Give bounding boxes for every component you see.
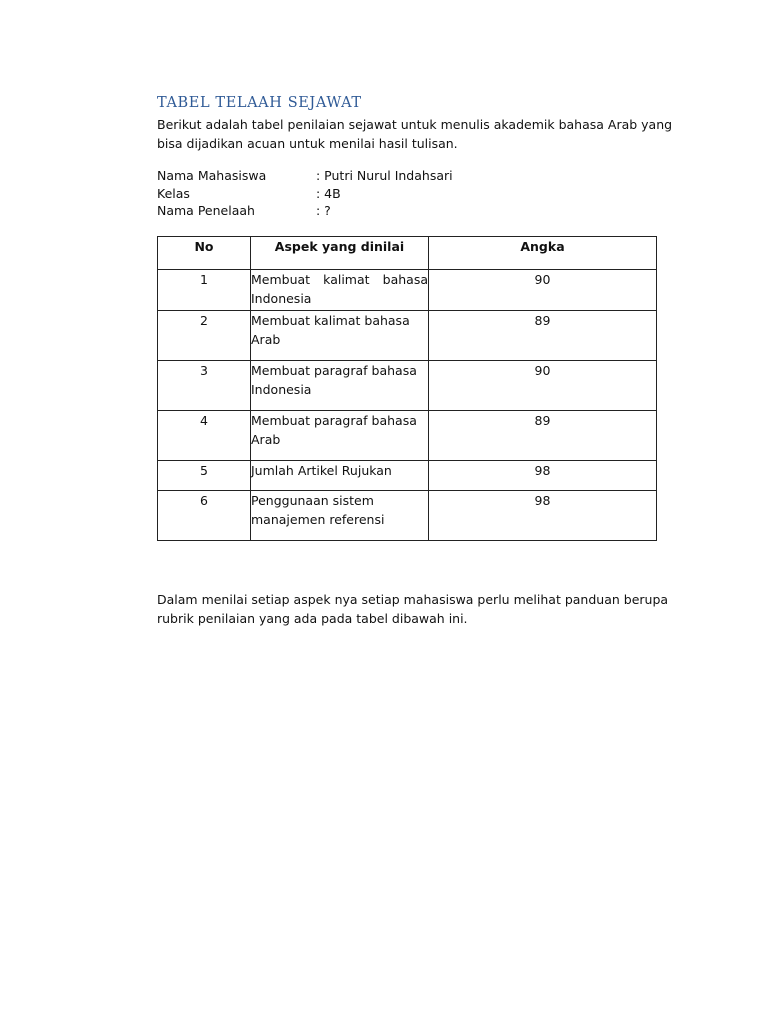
- field-value: : ?: [316, 203, 331, 218]
- cell-no: 4: [158, 411, 251, 461]
- table-row: [158, 461, 657, 491]
- cell-score: 98: [429, 491, 657, 541]
- cell-no: 3: [158, 361, 251, 411]
- cell-aspect: Membuat paragraf bahasa Indonesia: [251, 361, 429, 411]
- field-value: : 4B: [316, 186, 341, 201]
- cell-score: 89: [429, 411, 657, 461]
- header-aspect: Aspek yang dinilai: [251, 237, 429, 270]
- table-row: [158, 491, 657, 541]
- header-no: No: [158, 237, 251, 270]
- cell-score: 98: [429, 461, 657, 491]
- field-value: : Putri Nurul Indahsari: [316, 168, 453, 183]
- cell-aspect: Membuat paragraf bahasa Arab: [251, 411, 429, 461]
- intro-paragraph: Berikut adalah tabel penilaian sejawat untuk menulis akademik bahasa Arab yang bisa dijadikan acuan untuk menilai hasil tulisan.: [157, 117, 673, 151]
- header-score: Angka: [429, 237, 657, 270]
- table-row: [158, 361, 657, 411]
- cell-no: 5: [158, 461, 251, 491]
- field-label: Kelas: [157, 186, 190, 201]
- cell-aspect: Membuat kalimat bahasa Arab: [251, 311, 429, 361]
- cell-score: 89: [429, 311, 657, 361]
- assessment-table: [157, 236, 657, 541]
- closing-paragraph: Dalam menilai setiap aspek nya setiap mahasiswa perlu melihat panduan berupa rubrik penilaian yang ada pada tabel dibawah ini.: [157, 592, 669, 626]
- table-row: [158, 311, 657, 361]
- cell-score: 90: [429, 270, 657, 311]
- table-row: [158, 411, 657, 461]
- cell-no: 2: [158, 311, 251, 361]
- cell-aspect: Penggunaan sistem manajemen referensi: [251, 491, 429, 541]
- cell-aspect: Jumlah Artikel Rujukan: [251, 461, 429, 491]
- cell-no: 6: [158, 491, 251, 541]
- table-header-row: [158, 237, 657, 270]
- cell-aspect: Membuat kalimat bahasa Indonesia: [251, 270, 429, 311]
- table-row: [158, 270, 657, 311]
- field-label: Nama Penelaah: [157, 203, 255, 218]
- cell-no: 1: [158, 270, 251, 311]
- cell-score: 90: [429, 361, 657, 411]
- document-heading: TABEL TELAAH SEJAWAT: [157, 95, 362, 111]
- field-label: Nama Mahasiswa: [157, 168, 267, 183]
